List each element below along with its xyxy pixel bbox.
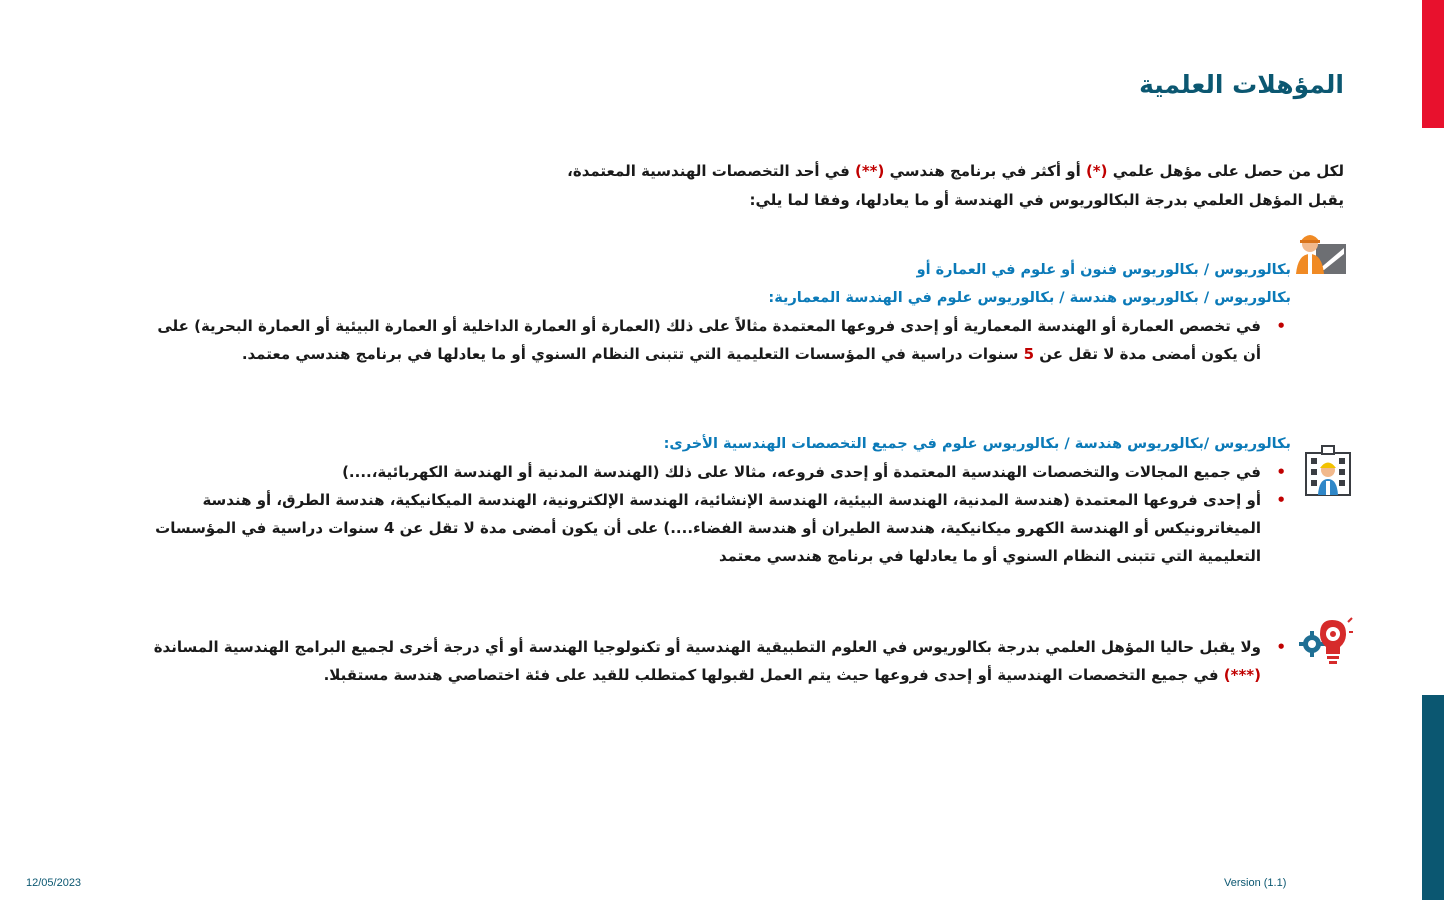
engineer-building-icon — [1300, 443, 1356, 499]
list-item: • في تخصص العمارة أو الهندسة المعمارية أو إحدى فروعها المعتمدة مثالاً على ذلك (العمارة أو العمارة الداخلية أو العمارة البيئية أو العمارة البحرية) على أن يكون أمضى مدة لا تقل عن 5 سنوات دراسية في المؤسسات التعليمية التي تتبنى النظام السنوي أو ما يعادلها في برنامج هندسي معتمد. — [151, 312, 1261, 368]
footer-version: Version (1.1) — [1224, 877, 1287, 889]
accent-bar-red — [1422, 0, 1444, 128]
section-supporting-programs — [151, 633, 1291, 689]
section-architecture — [151, 256, 1291, 368]
page-title: المؤهلات العلمية — [1139, 70, 1344, 99]
section-1-bullets — [151, 312, 1291, 368]
list-item: • ولا يقبل حاليا المؤهل العلمي بدرجة بكالوريوس في العلوم التطبيقية الهندسية أو تكنولوجيا الهندسة أو أي درجة أخرى لجميع البرامج الهندسية المساندة (***) في جميع التخصصات الهندسية أو إحدى فروعها حيث يتم العمل لقبولها كمتطلب للقيد على فئة اختصاصي هندسة مستقبلا. — [151, 633, 1261, 689]
section-other-engineering — [151, 430, 1291, 570]
section-1-subtitle-line-1: بكالوريوس / بكالوريوس فنون أو علوم في العمارة أو — [916, 262, 1291, 278]
list-item: • في جميع المجالات والتخصصات الهندسية المعتمدة أو إحدى فروعه، مثالا على ذلك (الهندسة المدنية أو الهندسة الكهربائية،....) — [151, 458, 1261, 486]
intro-text — [164, 157, 1344, 215]
years-number: 5 — [1023, 345, 1034, 363]
bullet-dot: • — [1276, 491, 1286, 509]
list-item: • أو إحدى فروعها المعتمدة (هندسة المدنية، الهندسة البيئية، الهندسة الإنشائية، الهندسة الإلكترونية، الهندسة الميكانيكية، هندسة الطرق، أو هندسة الميغاترونيكس أو الهندسة الكهرو ميكانيكية، هندسة الطيران أو هندسة الفضاء....) على أن يكون أمضى مدة لا تقل عن 4 سنوات دراسية في المؤسسات التعليمية التي تتبنى النظام السنوي أو ما يعادلها في برنامج هندسي معتمد — [151, 486, 1261, 570]
accent-bar-teal — [1422, 695, 1444, 900]
bullet-dot: • — [1276, 463, 1286, 481]
lightbulb-gear-icon — [1298, 614, 1354, 670]
section-1-subtitle-line-2: بكالوريوس / بكالوريوس هندسة / بكالوريوس علوم في الهندسة المعمارية: — [768, 290, 1291, 306]
architect-icon — [1294, 224, 1350, 280]
footer-date: 12/05/2023 — [26, 877, 82, 889]
marker-double-star: (**) — [854, 162, 885, 180]
marker-single-star: (*) — [1085, 162, 1108, 180]
marker-triple-star: (***) — [1223, 666, 1261, 684]
section-2-bullets — [151, 458, 1291, 570]
section-3-bullets — [151, 633, 1291, 689]
section-2-subtitle: بكالوريوس /بكالوريوس هندسة / بكالوريوس علوم في جميع التخصصات الهندسية الأخرى: — [663, 436, 1291, 452]
bullet-dot: • — [1276, 317, 1286, 335]
intro-line-2: يقبل المؤهل العلمي بدرجة البكالوريوس في الهندسة أو ما يعادلها، وفقا لما يلي: — [749, 191, 1344, 209]
bullet-dot: • — [1276, 638, 1286, 656]
intro-line-1: لكل من حصل على مؤهل علمي (*) أو أكثر في برنامج هندسي (**) في أحد التخصصات الهندسية المعتمدة، — [567, 162, 1344, 180]
